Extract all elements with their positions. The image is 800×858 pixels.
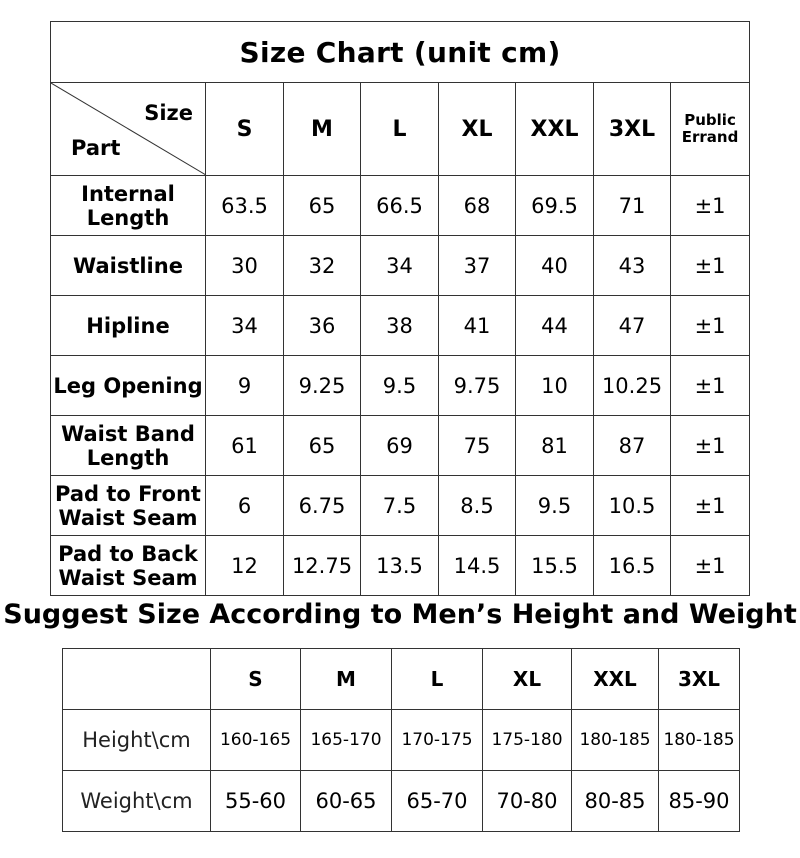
part-label-line: Waist Seam	[58, 565, 198, 590]
height-cell: 180-185	[659, 710, 740, 771]
measurement-value: 87	[594, 416, 671, 476]
measurement-value: 8.5	[439, 476, 516, 536]
suggest-size-xxl: XXL	[572, 649, 659, 710]
measurement-value: 15.5	[516, 536, 594, 596]
measurement-value: 81	[516, 416, 594, 476]
suggest-corner-cell	[63, 649, 211, 710]
weight-row	[63, 771, 740, 832]
size-chart-table	[50, 21, 750, 596]
tolerance-value: ±1	[671, 356, 750, 416]
part-label	[51, 296, 206, 356]
part-label-line: Waistline	[73, 253, 183, 278]
size-header-m: M	[284, 83, 361, 176]
public-errand-line: Public	[684, 111, 736, 129]
part-label	[51, 236, 206, 296]
size-header-3xl: 3XL	[594, 83, 671, 176]
corner-diagonal-line	[51, 83, 206, 175]
part-label	[51, 416, 206, 476]
public-errand-header	[671, 83, 750, 176]
weight-cell: 85-90	[659, 771, 740, 832]
measurement-value: 69.5	[516, 176, 594, 236]
corner-part-label: Part	[71, 136, 121, 160]
height-cell: 180-185	[572, 710, 659, 771]
measurement-value: 12	[206, 536, 284, 596]
part-label-line: Internal	[81, 181, 175, 206]
tolerance-value: ±1	[671, 536, 750, 596]
weight-cell: 65-70	[392, 771, 483, 832]
measurement-value: 66.5	[361, 176, 439, 236]
measurement-value: 12.75	[284, 536, 361, 596]
size-header-l: L	[361, 83, 439, 176]
corner-size-label: Size	[144, 101, 193, 125]
part-label	[51, 536, 206, 596]
part-label-line: Waist Seam	[58, 505, 198, 530]
tolerance-value: ±1	[671, 236, 750, 296]
measurement-value: 9	[206, 356, 284, 416]
measurement-value: 47	[594, 296, 671, 356]
measurement-value: 63.5	[206, 176, 284, 236]
height-cell: 175-180	[483, 710, 572, 771]
size-header-xl: XL	[439, 83, 516, 176]
measurement-value: 10.5	[594, 476, 671, 536]
measurement-value: 65	[284, 416, 361, 476]
measurement-value: 71	[594, 176, 671, 236]
weight-cell: 70-80	[483, 771, 572, 832]
height-cell: 165-170	[301, 710, 392, 771]
tolerance-value: ±1	[671, 416, 750, 476]
measurement-value: 68	[439, 176, 516, 236]
part-label-line: Pad to Front	[55, 481, 201, 506]
measurement-value: 61	[206, 416, 284, 476]
measurement-value: 32	[284, 236, 361, 296]
suggest-size-table	[62, 648, 740, 832]
measurement-value: 7.5	[361, 476, 439, 536]
weight-cell: 80-85	[572, 771, 659, 832]
measurement-value: 65	[284, 176, 361, 236]
measurement-value: 38	[361, 296, 439, 356]
height-cell: 160-165	[211, 710, 301, 771]
part-label-line: Hipline	[86, 313, 170, 338]
measurement-value: 75	[439, 416, 516, 476]
measurement-value: 44	[516, 296, 594, 356]
tolerance-value: ±1	[671, 176, 750, 236]
part-label	[51, 176, 206, 236]
part-label-line: Pad to Back	[58, 541, 198, 566]
measurement-value: 6	[206, 476, 284, 536]
tolerance-value: ±1	[671, 296, 750, 356]
tolerance-value: ±1	[671, 476, 750, 536]
size-header-s: S	[206, 83, 284, 176]
suggest-size-s: S	[211, 649, 301, 710]
suggest-size-l: L	[392, 649, 483, 710]
suggest-header-row	[63, 649, 740, 710]
measurement-value: 34	[206, 296, 284, 356]
weight-cell: 55-60	[211, 771, 301, 832]
corner-header-cell	[51, 83, 206, 176]
measurement-value: 9.5	[516, 476, 594, 536]
measurement-row	[51, 296, 750, 356]
measurement-row	[51, 416, 750, 476]
weight-row-label: Weight\cm	[63, 771, 211, 832]
measurement-value: 9.5	[361, 356, 439, 416]
part-label-line: Leg Opening	[53, 373, 203, 398]
part-label	[51, 476, 206, 536]
measurement-row	[51, 176, 750, 236]
height-row-label: Height\cm	[63, 710, 211, 771]
part-label-line: Length	[86, 205, 170, 230]
measurement-value: 10	[516, 356, 594, 416]
size-header-xxl: XXL	[516, 83, 594, 176]
size-header-row	[51, 83, 750, 176]
part-label	[51, 356, 206, 416]
measurement-row	[51, 236, 750, 296]
measurement-value: 40	[516, 236, 594, 296]
measurement-row	[51, 476, 750, 536]
measurement-value: 9.25	[284, 356, 361, 416]
suggest-size-m: M	[301, 649, 392, 710]
measurement-value: 16.5	[594, 536, 671, 596]
measurement-value: 41	[439, 296, 516, 356]
part-label-line: Waist Band	[61, 421, 195, 446]
suggest-size-xl: XL	[483, 649, 572, 710]
part-label-line: Length	[86, 445, 170, 470]
measurement-value: 13.5	[361, 536, 439, 596]
height-cell: 170-175	[392, 710, 483, 771]
suggest-size-3xl: 3XL	[659, 649, 740, 710]
measurement-value: 34	[361, 236, 439, 296]
measurement-value: 6.75	[284, 476, 361, 536]
measurement-row	[51, 356, 750, 416]
measurement-value: 37	[439, 236, 516, 296]
public-errand-line: Errand	[681, 128, 739, 146]
measurement-value: 10.25	[594, 356, 671, 416]
measurement-value: 69	[361, 416, 439, 476]
height-row	[63, 710, 740, 771]
measurement-row	[51, 536, 750, 596]
weight-cell: 60-65	[301, 771, 392, 832]
measurement-value: 9.75	[439, 356, 516, 416]
measurement-value: 36	[284, 296, 361, 356]
suggest-size-title: Suggest Size According to Men’s Height and Weight	[3, 599, 797, 630]
measurement-value: 14.5	[439, 536, 516, 596]
measurement-value: 30	[206, 236, 284, 296]
measurement-value: 43	[594, 236, 671, 296]
size-chart-title: Size Chart (unit cm)	[51, 22, 750, 83]
